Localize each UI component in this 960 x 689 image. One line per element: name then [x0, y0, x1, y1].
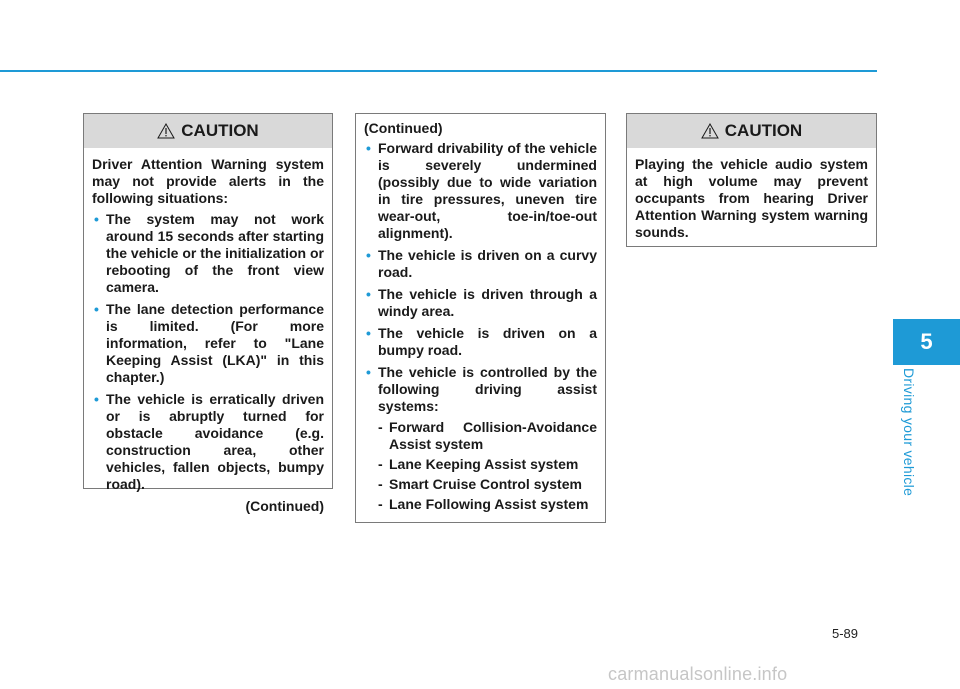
page-number: 5-89: [832, 626, 859, 641]
caution-label: CAUTION: [181, 121, 259, 140]
sub-list: [378, 419, 597, 513]
bullet-text: The vehicle is driven on a curvy road.: [378, 247, 597, 280]
bullet-text: The vehicle is driven through a windy area.: [378, 286, 597, 319]
caution-header: [84, 114, 332, 148]
bullet-text: The lane detection performance is limited. (For more information, refer to "Lane Keeping Assist (LKA)" in this chapter.): [106, 301, 324, 385]
watermark: carmanualsonline.info: [608, 664, 788, 684]
bullet-item: [364, 247, 597, 281]
bullet-dot-icon: •: [366, 325, 371, 341]
dash-icon: -: [378, 456, 383, 472]
chapter-title: Driving your vehicle: [901, 368, 917, 497]
bullet-dot-icon: •: [366, 140, 371, 156]
caution-box-right: [626, 113, 877, 247]
bullet-list: [364, 140, 597, 513]
sub-item: [378, 456, 597, 473]
dash-icon: -: [378, 496, 383, 512]
caution-box-left: [83, 113, 333, 514]
dash-icon: -: [378, 476, 383, 492]
top-rule: [0, 70, 877, 72]
warning-triangle-icon: [701, 123, 719, 139]
bullet-item: [364, 286, 597, 320]
continued-box-middle: [355, 113, 606, 523]
bullet-item: [364, 364, 597, 513]
bullet-dot-icon: •: [366, 247, 371, 263]
bullet-dot-icon: •: [94, 301, 99, 317]
bullet-item: [364, 140, 597, 242]
sub-text: Forward Collision-Avoidance Assist system: [389, 419, 597, 452]
caution-body: [84, 148, 332, 523]
bullet-dot-icon: •: [366, 286, 371, 302]
bullet-text: The vehicle is controlled by the following driving assist systems:: [378, 364, 597, 414]
bullet-dot-icon: •: [94, 391, 99, 407]
caution-text: Playing the vehicle audio system at high volume may prevent occupants from hearing Driver Attention Warning system warning sounds.: [635, 156, 868, 240]
sub-text: Lane Keeping Assist system: [389, 456, 579, 472]
sub-item: [378, 496, 597, 513]
bullet-text: The vehicle is erratically driven or is abruptly turned for obstacle avoidance (e.g. construction area, other vehicles, fallen objects, bumpy road).: [106, 391, 324, 492]
bullet-text: Forward drivability of the vehicle is severely undermined (possibly due to wide variation in tire pressures, uneven tire wear-out, toe-in/toe-out alignment).: [378, 140, 597, 241]
continued-note: (Continued): [245, 498, 324, 514]
sub-text: Smart Cruise Control system: [389, 476, 582, 492]
bullet-item: [364, 325, 597, 359]
continued-label: (Continued): [364, 120, 443, 136]
sub-item: [378, 419, 597, 453]
bullet-text: The vehicle is driven on a bumpy road.: [378, 325, 597, 358]
sub-text: Lane Following Assist system: [389, 496, 589, 512]
caution-body: [627, 148, 876, 253]
warning-triangle-icon: [157, 123, 175, 139]
caution-label: CAUTION: [724, 121, 803, 140]
bullet-item: [92, 301, 324, 386]
chapter-number-tab: 5: [893, 319, 960, 365]
caution-intro: Driver Attention Warning system may not provide alerts in the following situations:: [92, 156, 324, 206]
bullet-text: The system may not work around 15 seconds after starting the vehicle or the initialization or rebooting of the front view camera.: [106, 211, 324, 295]
bullet-dot-icon: •: [94, 211, 99, 227]
caution-header: [627, 114, 876, 148]
bullet-dot-icon: •: [366, 364, 371, 380]
sub-item: [378, 476, 597, 493]
dash-icon: -: [378, 419, 383, 435]
continued-body: [356, 114, 605, 526]
bullet-item: [92, 211, 324, 296]
bullet-item: [92, 391, 324, 493]
bullet-list: [92, 211, 324, 493]
